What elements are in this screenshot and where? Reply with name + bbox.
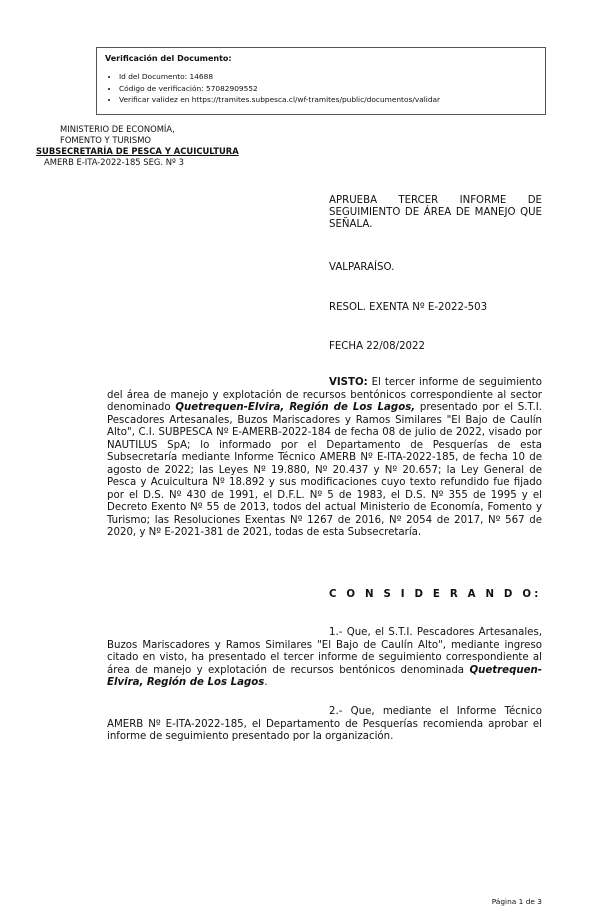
verification-title: Verificación del Documento: [105, 54, 232, 63]
considerando-item-2 [107, 706, 542, 744]
verification-box [96, 47, 546, 115]
amerb-reference: AMERB E-ITA-2022-185 SEG. Nº 3 [44, 157, 184, 167]
resolution-title: APRUEBA TERCER INFORME DE SEGUIMIENTO DE ÁREA DE MANEJO QUE SEÑALA. [329, 195, 542, 230]
visto-label: VISTO: [329, 377, 368, 388]
item1-text: 1.- Que, el S.T.I. Pescadores Artesanales, Buzos Mariscadores y Ramos Similares "El Bajo de Caulín Alto", mediante ingreso citado en visto, ha presentado el tercer informe de seguimiento correspondiente al área de manejo y explotación de recursos bentónicos denominada [107, 627, 542, 676]
subsecretaria-name: SUBSECRETARÍA DE PESCA Y ACUICULTURA [36, 146, 239, 156]
page-number: Página 1 de 3 [491, 897, 542, 906]
visto-sector: Quetrequen-Elvira, Región de Los Lagos, [175, 402, 416, 413]
verification-code: • Código de verificación: 57082909552 [119, 83, 537, 95]
ministry-line-2: FOMENTO Y TURISMO [60, 135, 152, 145]
visto-paragraph [107, 377, 542, 540]
resolution-date: FECHA 22/08/2022 [329, 341, 425, 352]
considerando-heading: C O N S I D E R A N D O: [329, 589, 542, 600]
resolution-number: RESOL. EXENTA Nº E-2022-503 [329, 302, 488, 313]
verification-list [105, 71, 537, 106]
item2-text: 2.- Que, mediante el Informe Técnico AMERB Nº E-ITA-2022-185, el Departamento de Pesquerías recomienda aprobar el informe de seguimiento presentado por la organización. [107, 706, 542, 742]
verification-url[interactable]: • Verificar validez en https://tramites.subpesca.cl/wf-tramites/public/documentos/validar [119, 94, 537, 106]
ministry-header [36, 124, 239, 168]
considerando-item-1 [107, 627, 542, 690]
item1-end: . [264, 677, 268, 688]
city: VALPARAÍSO. [329, 262, 395, 273]
visto-text-b: presentado por el S.T.I. Pescadores Artesanales, Buzos Mariscadores y Ramos Similares "El Bajo de Caulín Alto", C.I. SUBPESCA Nº E-AMERB-2022-184 de fecha 08 de julio de 2022, visado por NAUTILUS SpA; lo informado por el Departamento de Pesquerías de esta Subsecretaría mediante Informe Técnico AMERB Nº E-ITA-2022-185, de fecha 10 de agosto de 2022; las Leyes Nº 19.880, Nº 20.437 y Nº 20.657; la Ley General de Pesca y Acuicultura Nº 18.892 y sus modificaciones cuyo texto refundido fue fijado por el D.S. Nº 430 de 1991, el D.F.L. Nº 5 de 1983, el D.S. Nº 355 de 1995 y el Decreto Exento Nº 55 de 2013, todos del actual Ministerio de Economía, Fomento y Turismo; las Resoluciones Exentas Nº 1267 de 2016, Nº 2054 de 2017, Nº 567 de 2020, y Nº E-2021-381 de 2021, todas de esta Subsecretaría. [107, 402, 543, 538]
item1-sector: Quetrequen-Elvira, Región de Los Lagos [107, 664, 542, 688]
visto-text-a: El tercer informe de seguimiento del área de manejo y explotación de recursos bentónicos correspondiente al sector denominado [107, 377, 542, 413]
document-id: • Id del Documento: 14688 [119, 71, 537, 83]
ministry-line-1: MINISTERIO DE ECONOMÍA, [60, 124, 175, 134]
